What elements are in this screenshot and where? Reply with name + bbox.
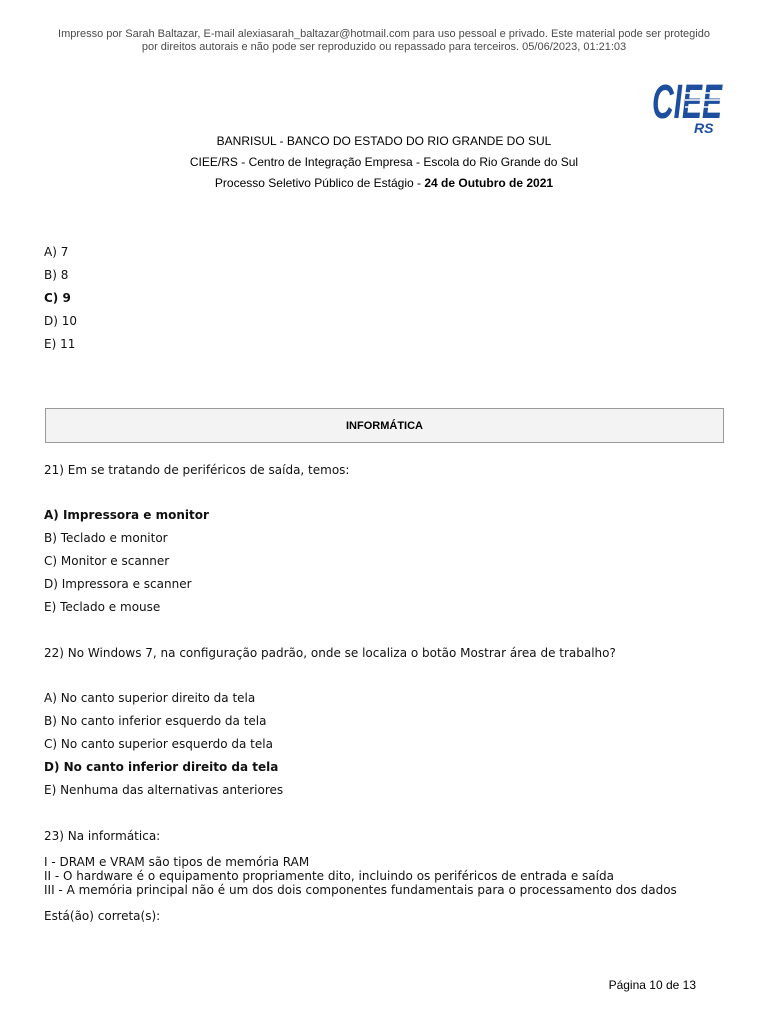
answer-option: A) 7 [44,245,69,259]
ciee-rs-logo [651,79,725,137]
answer-option: B) No canto inferior esquerdo da tela [44,714,267,728]
header-exam-title [0,173,768,194]
statement: III - A memória principal não é um dos dois componentes fundamentais para o processamento dos dados [44,883,677,897]
answer-option: D) 10 [44,314,78,328]
header-organization: CIEE/RS - Centro de Integração Empresa - Escola do Rio Grande do Sul [189,155,579,169]
answer-option: C) No canto superior esquerdo da tela [44,737,273,751]
answer-option: E) Teclado e mouse [44,600,161,614]
statement: II - O hardware é o equipamento propriamente dito, incluindo os periféricos de entrada e saída [44,869,614,883]
answer-option: C) Monitor e scanner [44,554,170,568]
answer-option: D) Impressora e scanner [44,577,192,591]
section-title: INFORMÁTICA [346,419,423,432]
logo-region: RS [694,120,714,136]
print-notice-line: Impresso por Sarah Baltazar, E-mail alexiasarah_baltazar@hotmail.com para uso pessoal e privado. Este material pode ser protegido [58,28,710,40]
answer-option: C) 9 [44,291,71,305]
exam-title-text: Processo Seletivo Público de Estágio - [214,176,425,190]
answer-option: B) 8 [44,268,69,282]
section-header-box [45,408,724,443]
print-notice-line: por direitos autorais e não pode ser reproduzido ou repassado para terceiros. 05/06/2023, 01:21:03 [141,41,627,53]
statement: I - DRAM e VRAM são tipos de memória RAM [44,855,310,869]
question-instruction: Está(ão) correta(s): [44,909,161,923]
question-prompt: 22) No Windows 7, na configuração padrão, onde se localiza o botão Mostrar área de trabalho? [44,646,616,660]
answer-option: B) Teclado e monitor [44,531,168,545]
question-prompt: 21) Em se tratando de periféricos de saída, temos: [44,463,350,477]
answer-option: E) Nenhuma das alternativas anteriores [44,783,284,797]
logo-wordmark: CIEE [652,79,724,129]
answer-option: D) No canto inferior direito da tela [44,760,279,774]
page-number: Página 10 de 13 [608,978,696,992]
header-institution: BANRISUL - BANCO DO ESTADO DO RIO GRANDE DO SUL [216,134,552,148]
answer-option: A) Impressora e monitor [44,508,209,522]
exam-date: 24 de Outubro de 2021 [424,176,554,190]
answer-option: A) No canto superior direito da tela [44,691,256,705]
answer-option: E) 11 [44,337,76,351]
question-prompt: 23) Na informática: [44,829,161,843]
